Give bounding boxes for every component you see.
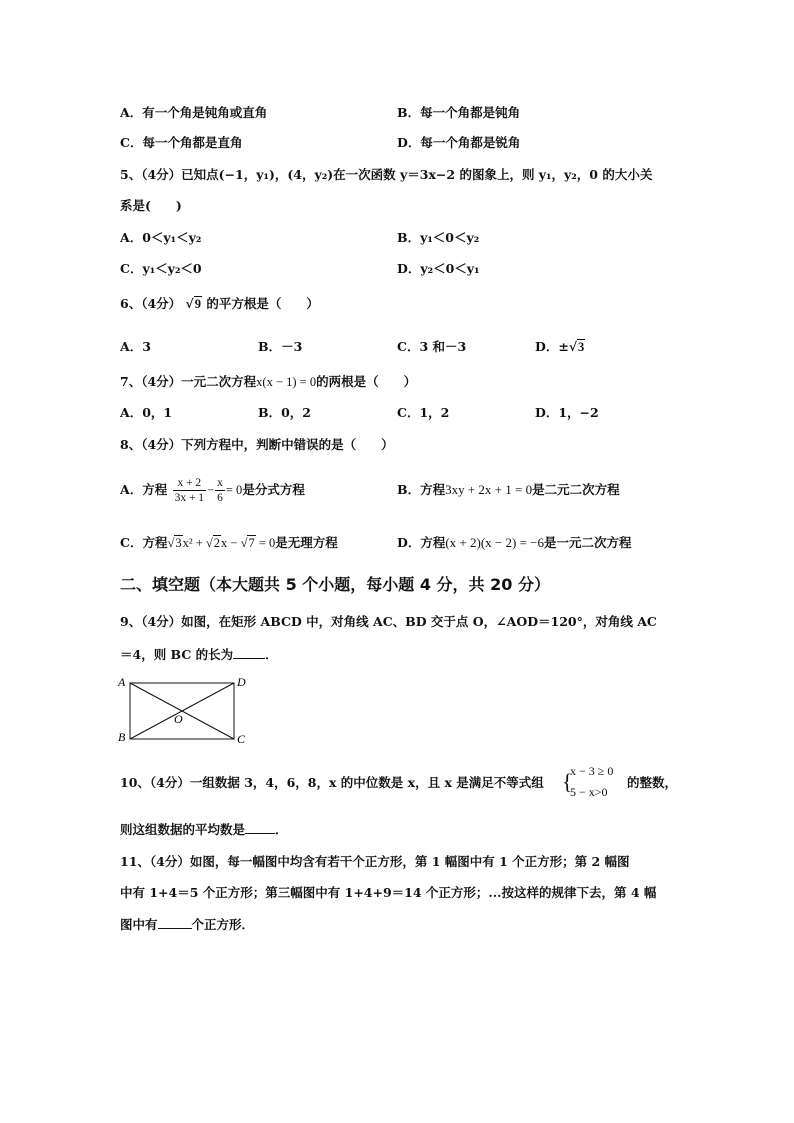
q6-option-d-prefix: D．± [535, 339, 569, 354]
q10-text2-pre: 则这组数据的平均数是 [120, 822, 246, 837]
q5-number: 5、（4分） [120, 167, 182, 182]
q7-option-d: D．1，−2 [535, 405, 599, 420]
q8-option-a-prefix: A．方程 [120, 482, 168, 497]
q5-option-a: A．0＜y₁＜y₂ [120, 230, 202, 245]
q7-stem [120, 374, 416, 390]
q9-label-d: D [237, 675, 246, 689]
q8-stem [120, 437, 394, 453]
q5-option-c: C．y₁＜y₂＜0 [120, 261, 202, 276]
q7-option-c: C．1，2 [397, 405, 450, 420]
q8-option-d-prefix: D．方程 [397, 535, 446, 550]
q8-option-a-fraction-2-num: x [217, 477, 223, 489]
q9-stem-line2 [120, 646, 278, 663]
q8-option-a [120, 472, 305, 508]
q8-option-c: C．方程√3x² + √2x − √7 = 0是无理方程 [120, 535, 338, 550]
q9-text2-post: ． [265, 647, 278, 662]
q8-option-a-suffix: 是分式方程 [242, 482, 305, 497]
q9-label-b: B [118, 730, 126, 744]
q9-text2-pre: ＝4，则 BC 的长为 [120, 647, 234, 662]
q8-option-a-equals: = 0 [225, 483, 243, 497]
q4-option-c: C．每一个角都是直角 [120, 135, 243, 150]
q9-text: 如图，在矩形 ABCD 中，对角线 AC、BD 交于点 O，∠AOD＝120°，对角线 AC [181, 614, 657, 629]
q11-answer-blank[interactable] [158, 916, 192, 929]
q11-number: 11、（4分） [120, 854, 190, 869]
q8-option-b-prefix: B．方程 [397, 482, 446, 497]
q8-option-c-radicand-1: 3 [175, 536, 182, 550]
q5-text: 已知点(−1，y₁)，(4，y₂)在一次函数 y＝3x−2 的图象上，则 y₁，y₂，0 的大小关 [181, 167, 653, 182]
q7-option-a: A．0，1 [120, 405, 173, 420]
q5-stem-line2: 系是( ) [120, 198, 182, 213]
q4-option-d: D．每一个角都是锐角 [397, 135, 521, 150]
q8-option-c-prefix: C．方程 [120, 535, 168, 550]
q8-option-a-fraction-1-den: 3x + 1 [174, 492, 205, 504]
q4-option-a: A．有一个角是钝角或直角 [120, 105, 268, 120]
q7-text-pre: 一元二次方程 [181, 374, 257, 389]
q8-option-c-term-1: x² + [182, 536, 203, 550]
q10-brace: { [562, 769, 573, 794]
q8-option-c-term-2: x − [221, 536, 238, 550]
q8-option-a-fraction-1 [173, 476, 207, 505]
q8-option-c-suffix: 是无理方程 [275, 535, 338, 550]
q10-text2-post: ． [275, 822, 288, 837]
q5-option-d: D．y₂＜0＜y₁ [397, 261, 480, 276]
section-2-title: 二、填空题（本大题共 5 个小题，每小题 4 分，共 20 分） [120, 575, 550, 594]
q10-inequality-1: x − 3 ≥ 0 [570, 764, 614, 778]
q9-label-c: C [237, 732, 246, 746]
q10-text-post: 的整数， [627, 775, 678, 790]
q9-label-a: A [118, 675, 126, 689]
q8-option-d [397, 535, 632, 551]
q9-answer-blank[interactable] [233, 646, 265, 659]
q10-text: 一组数据 3，4，6，8，x 的中位数是 x，且 x 是满足不等式组 [189, 775, 544, 790]
q8-option-b-suffix: 是二元二次方程 [532, 482, 620, 497]
q5-stem [120, 167, 652, 183]
q6-text: 的平方根是（ ） [206, 296, 319, 311]
q8-option-d-suffix: 是一元二次方程 [544, 535, 632, 550]
q8-option-a-minus: − [207, 483, 215, 497]
q5-option-b: B．y₁＜0＜y₂ [397, 230, 480, 245]
q6-option-d: D．±√3 [535, 339, 585, 354]
q11-text3-post: 个正方形． [191, 917, 255, 932]
q8-option-c-radicand-2: 2 [213, 536, 221, 550]
q8-option-c-term-3: = 0 [258, 536, 276, 550]
q10-stem [120, 775, 544, 791]
q6-number: 6、（4分） [120, 296, 182, 311]
q4-option-b: B．每一个角都是钝角 [397, 105, 521, 120]
q9-number: 9、（4分） [120, 614, 182, 629]
q8-option-a-fraction-1-num: x + 2 [177, 477, 202, 489]
q11-stem-line2: 中有 1+4＝5 个正方形；第三幅图中有 1+4+9＝14 个正方形；...按这样的规律下去，第 4 幅 [120, 885, 657, 900]
q11-stem [120, 854, 630, 870]
q6-sqrt-radicand: 9 [194, 297, 201, 311]
q7-equation: x(x − 1) = 0 [256, 375, 317, 389]
q10-answer-blank[interactable] [245, 821, 275, 834]
q8-option-c-radicand-3: 7 [248, 536, 255, 550]
q9-stem [120, 614, 657, 630]
q8-text: 下列方程中，判断中错误的是（ ） [181, 437, 394, 452]
q7-number: 7、（4分） [120, 374, 182, 389]
q9-label-o: O [174, 712, 183, 726]
q10-inequality-2: 5 − x>0 [570, 785, 608, 799]
q6-option-a: A．3 [120, 339, 151, 354]
q8-option-a-fraction-2 [215, 476, 225, 505]
q11-stem-line3 [120, 916, 254, 933]
q6-stem: 6、（4分） √9 的平方根是（ ） [120, 296, 319, 311]
q8-option-b-equation: 3xy + 2x + 1 = 0 [445, 482, 533, 497]
q6-option-b: B．－3 [258, 339, 303, 354]
q7-option-b: B．0，2 [258, 405, 311, 420]
q7-text-post: 的两根是（ ） [316, 374, 417, 389]
q9-rectangle-figure [116, 674, 250, 746]
q8-option-b [397, 482, 620, 498]
q10-stem-line2 [120, 821, 288, 838]
q6-option-d-radicand: 3 [578, 340, 585, 354]
q8-option-a-fraction-2-den: 6 [217, 492, 223, 504]
q11-text3-pre: 图中有 [120, 917, 158, 932]
q8-option-d-equation: (x + 2)(x − 2) = −6 [445, 535, 544, 550]
q8-number: 8、（4分） [120, 437, 182, 452]
q10-number: 10、（4分） [120, 775, 190, 790]
q11-text: 如图，每一幅图中均含有若干个正方形，第 1 幅图中有 1 个正方形；第 2 幅图 [189, 854, 630, 869]
q6-option-c: C．3 和－3 [397, 339, 467, 354]
